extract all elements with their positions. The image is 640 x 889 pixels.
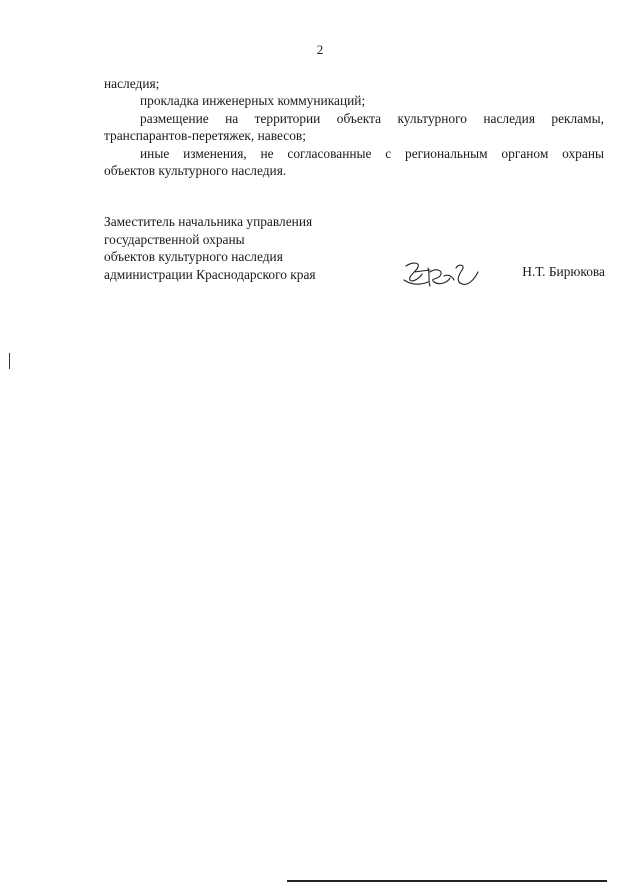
signer-name: Н.Т. Бирюкова [522,264,605,279]
body-line-5: иные изменения, не согласованные с региональным органом охраны [140,146,604,161]
position-line-4: администрации Краснодарского края [104,266,316,282]
position-line-3: объектов культурного наследия [104,249,283,265]
body-line-2: прокладка инженерных коммуникаций; [140,93,366,108]
page-number: 2 [316,42,324,57]
handwritten-signature [400,258,482,292]
body-line-1: наследия; [104,76,160,91]
body-line-6: объектов культурного наследия. [104,163,287,178]
body-line-3: размещение на территории объекта культурного наследия рекламы, [140,111,604,126]
signature-position-block [104,213,316,283]
margin-mark [9,353,10,369]
footer-rule [287,880,607,882]
position-line-1: Заместитель начальника управления [104,214,313,229]
position-line-2: государственной охраны [104,231,245,247]
body-line-4: транспарантов-перетяжек, навесов; [104,128,306,143]
